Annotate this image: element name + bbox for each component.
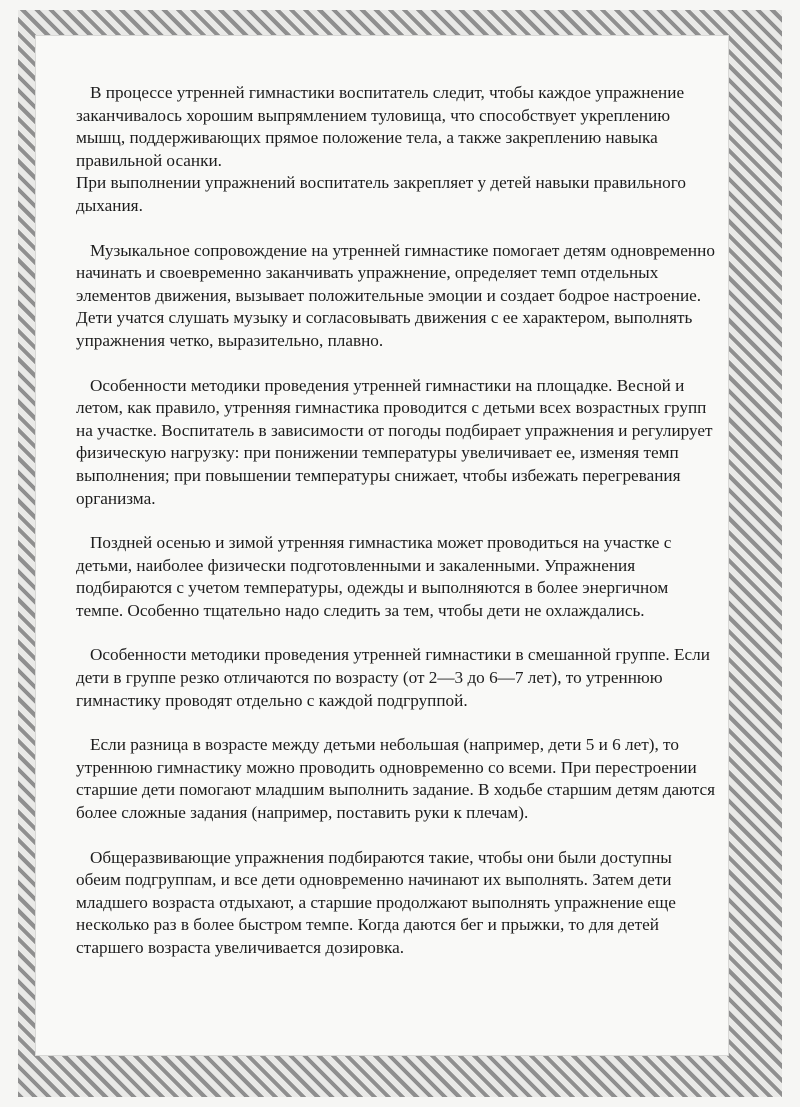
paragraph-5 [76,644,716,712]
paragraph-3 [76,375,716,511]
paragraph-2 [76,240,716,353]
paragraph-4-text: Поздней осенью и зимой утренняя гимнастика может проводиться на участке с детьми, наиболее физически подготовленными и закаленными. Упражнения подбираются с учетом температуры, одежды и выполняются в более энергичном темпе. Особенно тщательно надо следить за тем, чтобы дети не охлаждались. [76,533,672,620]
paragraph-7-text: Общеразвивающие упражнения подбираются такие, чтобы они были доступны обеим подгруппам, и все дети одновременно начинают их выполнять. Затем дети младшего возраста отдыхают, а старшие продолжают выполнять упражнение еще несколько раз в более быстром темпе. Когда даются бег и прыжки, то для детей старшего возраста увеличивается дозировка. [76,847,676,957]
paragraph-4 [76,532,716,622]
paragraph-1-line-2: При выполнении упражнений воспитатель закрепляет у детей навыки правильного дыхания. [76,173,686,215]
paragraph-6 [76,734,716,824]
paragraph-7 [76,847,716,960]
paragraph-6-text: Если разница в возрасте между детьми небольшая (например, дети 5 и 6 лет), то утреннюю гимнастику можно проводить одновременно со всеми. При перестроении старшие дети помогают младшим выполнить задание. В ходьбе старшим детям даются более сложные задания (например, поставить руки к плечам). [76,735,716,823]
paragraph-5-text: Особенности методики проведения утренней гимнастики в смешанной группе. Если дети в группе резко отличаются по возрасту (от 2—3 до 6—7 лет), то утреннюю гимнастику проводят отдельно с каждой подгруппой. [76,645,710,710]
paragraph-2-text: Музыкальное сопровождение на утренней гимнастике помогает детям одновременно начинать и своевременно заканчивать упражнение, определяет темп отдельных элементов движения, вызывает положительные эмоции и создает бодрое настроение. Дети учатся слушать музыку и согласовывать движения с ее характером, выполнять упражнения четко, выразительно, плавно. [76,240,715,350]
document-body [76,82,716,960]
paragraph-1-line-1: В процессе утренней гимнастики воспитатель следит, чтобы каждое упражнение заканчивалось хорошим выпрямлением туловища, что способствует укреплению мышц, поддерживающих прямое положение тела, а также закреплению навыка правильной осанки. [76,83,685,170]
paragraph-3-text: Особенности методики проведения утренней гимнастики на площадке. Весной и летом, как правило, утренняя гимнастика проводится с детьми всех возрастных групп на участке. Воспитатель в зависимости от погоды подбирает упражнения и регулирует физическую нагрузку: при понижении температуры увеличивает ее, изменяя темп выполнения; при повышении температуры снижает, чтобы избежать перегревания организма. [76,375,713,508]
paragraph-1 [76,82,716,218]
